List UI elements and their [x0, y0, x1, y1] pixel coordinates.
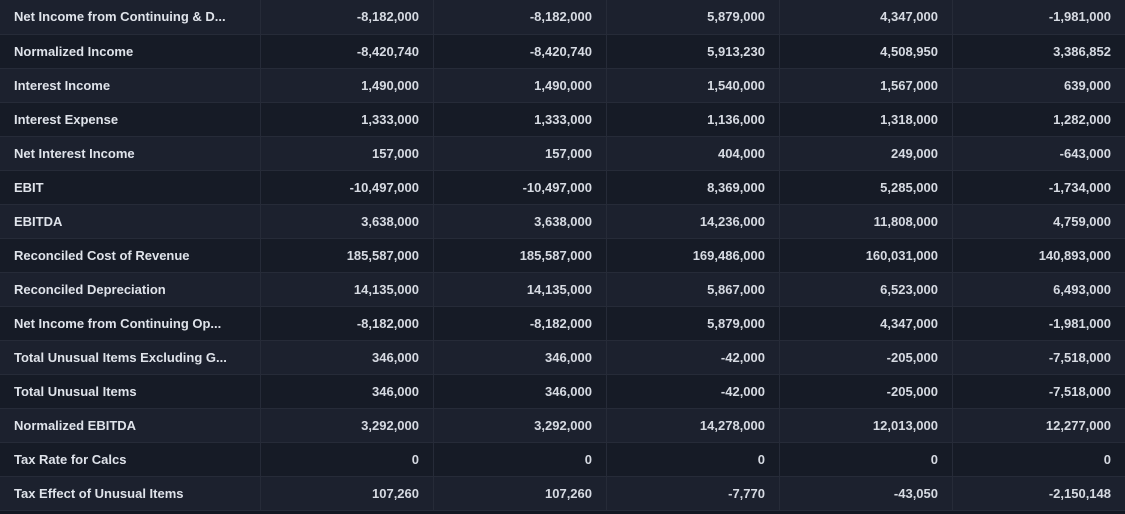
- row-value: -205,000: [780, 374, 953, 408]
- row-value: 639,000: [953, 68, 1125, 102]
- row-value: 107,260: [434, 476, 607, 510]
- row-value: -43,050: [780, 476, 953, 510]
- table-row[interactable]: [0, 204, 1125, 238]
- row-value: 3,638,000: [434, 204, 607, 238]
- row-value: -8,420,740: [434, 34, 607, 68]
- row-value: 6,523,000: [780, 272, 953, 306]
- row-value: 346,000: [261, 374, 434, 408]
- row-value: 157,000: [434, 136, 607, 170]
- row-value: 14,278,000: [607, 408, 780, 442]
- row-value: 1,318,000: [780, 102, 953, 136]
- row-label: EBIT: [0, 170, 261, 204]
- row-value: 3,292,000: [434, 408, 607, 442]
- row-value: -7,518,000: [953, 340, 1125, 374]
- row-label: Reconciled Depreciation: [0, 272, 261, 306]
- row-value: 0: [434, 442, 607, 476]
- row-value: 14,236,000: [607, 204, 780, 238]
- row-label: Normalized Income: [0, 34, 261, 68]
- table-row[interactable]: [0, 0, 1125, 34]
- row-value: -205,000: [780, 340, 953, 374]
- row-value: -10,497,000: [434, 170, 607, 204]
- table-row[interactable]: [0, 408, 1125, 442]
- row-value: 0: [261, 442, 434, 476]
- row-value: 5,879,000: [607, 306, 780, 340]
- row-label: Net Income from Continuing Op...: [0, 306, 261, 340]
- row-value: 0: [953, 442, 1125, 476]
- row-label: Normalized EBITDA: [0, 408, 261, 442]
- row-value: 4,347,000: [780, 306, 953, 340]
- table-row[interactable]: [0, 68, 1125, 102]
- table-row[interactable]: [0, 340, 1125, 374]
- row-value: 107,260: [261, 476, 434, 510]
- row-value: 346,000: [434, 374, 607, 408]
- row-value: -8,182,000: [261, 306, 434, 340]
- row-value: 3,292,000: [261, 408, 434, 442]
- table-row[interactable]: [0, 102, 1125, 136]
- row-label: Total Unusual Items Excluding G...: [0, 340, 261, 374]
- row-value: -42,000: [607, 374, 780, 408]
- row-value: 346,000: [434, 340, 607, 374]
- row-value: 5,879,000: [607, 0, 780, 34]
- row-value: -7,518,000: [953, 374, 1125, 408]
- row-value: 14,135,000: [434, 272, 607, 306]
- row-value: -2,150,148: [953, 476, 1125, 510]
- row-value: 1,490,000: [261, 68, 434, 102]
- row-label: Interest Income: [0, 68, 261, 102]
- row-label: Interest Expense: [0, 102, 261, 136]
- row-value: -8,182,000: [261, 0, 434, 34]
- row-value: -1,734,000: [953, 170, 1125, 204]
- row-label: Total Unusual Items: [0, 374, 261, 408]
- row-value: 5,913,230: [607, 34, 780, 68]
- row-value: 5,285,000: [780, 170, 953, 204]
- row-label: EBITDA: [0, 204, 261, 238]
- row-value: -8,182,000: [434, 306, 607, 340]
- table-row[interactable]: [0, 306, 1125, 340]
- table-row[interactable]: [0, 374, 1125, 408]
- table-row[interactable]: [0, 238, 1125, 272]
- row-value: 6,493,000: [953, 272, 1125, 306]
- row-value: 12,013,000: [780, 408, 953, 442]
- row-value: 1,333,000: [261, 102, 434, 136]
- table-row[interactable]: [0, 442, 1125, 476]
- row-value: -10,497,000: [261, 170, 434, 204]
- row-label: Tax Rate for Calcs: [0, 442, 261, 476]
- table-row[interactable]: [0, 34, 1125, 68]
- row-value: 1,333,000: [434, 102, 607, 136]
- row-value: 157,000: [261, 136, 434, 170]
- row-value: 12,277,000: [953, 408, 1125, 442]
- row-label: Tax Effect of Unusual Items: [0, 476, 261, 510]
- row-value: 1,490,000: [434, 68, 607, 102]
- row-value: 169,486,000: [607, 238, 780, 272]
- row-value: 1,282,000: [953, 102, 1125, 136]
- row-value: 404,000: [607, 136, 780, 170]
- row-value: 4,759,000: [953, 204, 1125, 238]
- row-value: 1,567,000: [780, 68, 953, 102]
- row-value: 3,386,852: [953, 34, 1125, 68]
- row-value: 140,893,000: [953, 238, 1125, 272]
- row-label: Net Income from Continuing & D...: [0, 0, 261, 34]
- row-value: 4,508,950: [780, 34, 953, 68]
- table-row[interactable]: [0, 170, 1125, 204]
- table-row[interactable]: [0, 136, 1125, 170]
- row-value: 1,540,000: [607, 68, 780, 102]
- row-label: Reconciled Cost of Revenue: [0, 238, 261, 272]
- row-value: -8,182,000: [434, 0, 607, 34]
- row-value: 185,587,000: [261, 238, 434, 272]
- row-value: -643,000: [953, 136, 1125, 170]
- row-value: 0: [607, 442, 780, 476]
- row-value: 249,000: [780, 136, 953, 170]
- row-value: 160,031,000: [780, 238, 953, 272]
- row-value: 8,369,000: [607, 170, 780, 204]
- row-value: 14,135,000: [261, 272, 434, 306]
- row-value: -8,420,740: [261, 34, 434, 68]
- table-row[interactable]: [0, 272, 1125, 306]
- row-value: -1,981,000: [953, 0, 1125, 34]
- row-value: -1,981,000: [953, 306, 1125, 340]
- row-value: 3,638,000: [261, 204, 434, 238]
- row-value: 185,587,000: [434, 238, 607, 272]
- row-value: 11,808,000: [780, 204, 953, 238]
- row-value: -42,000: [607, 340, 780, 374]
- row-value: 5,867,000: [607, 272, 780, 306]
- row-value: -7,770: [607, 476, 780, 510]
- table-row[interactable]: [0, 476, 1125, 510]
- row-value: 4,347,000: [780, 0, 953, 34]
- row-label: Net Interest Income: [0, 136, 261, 170]
- row-value: 0: [780, 442, 953, 476]
- row-value: 346,000: [261, 340, 434, 374]
- row-value: 1,136,000: [607, 102, 780, 136]
